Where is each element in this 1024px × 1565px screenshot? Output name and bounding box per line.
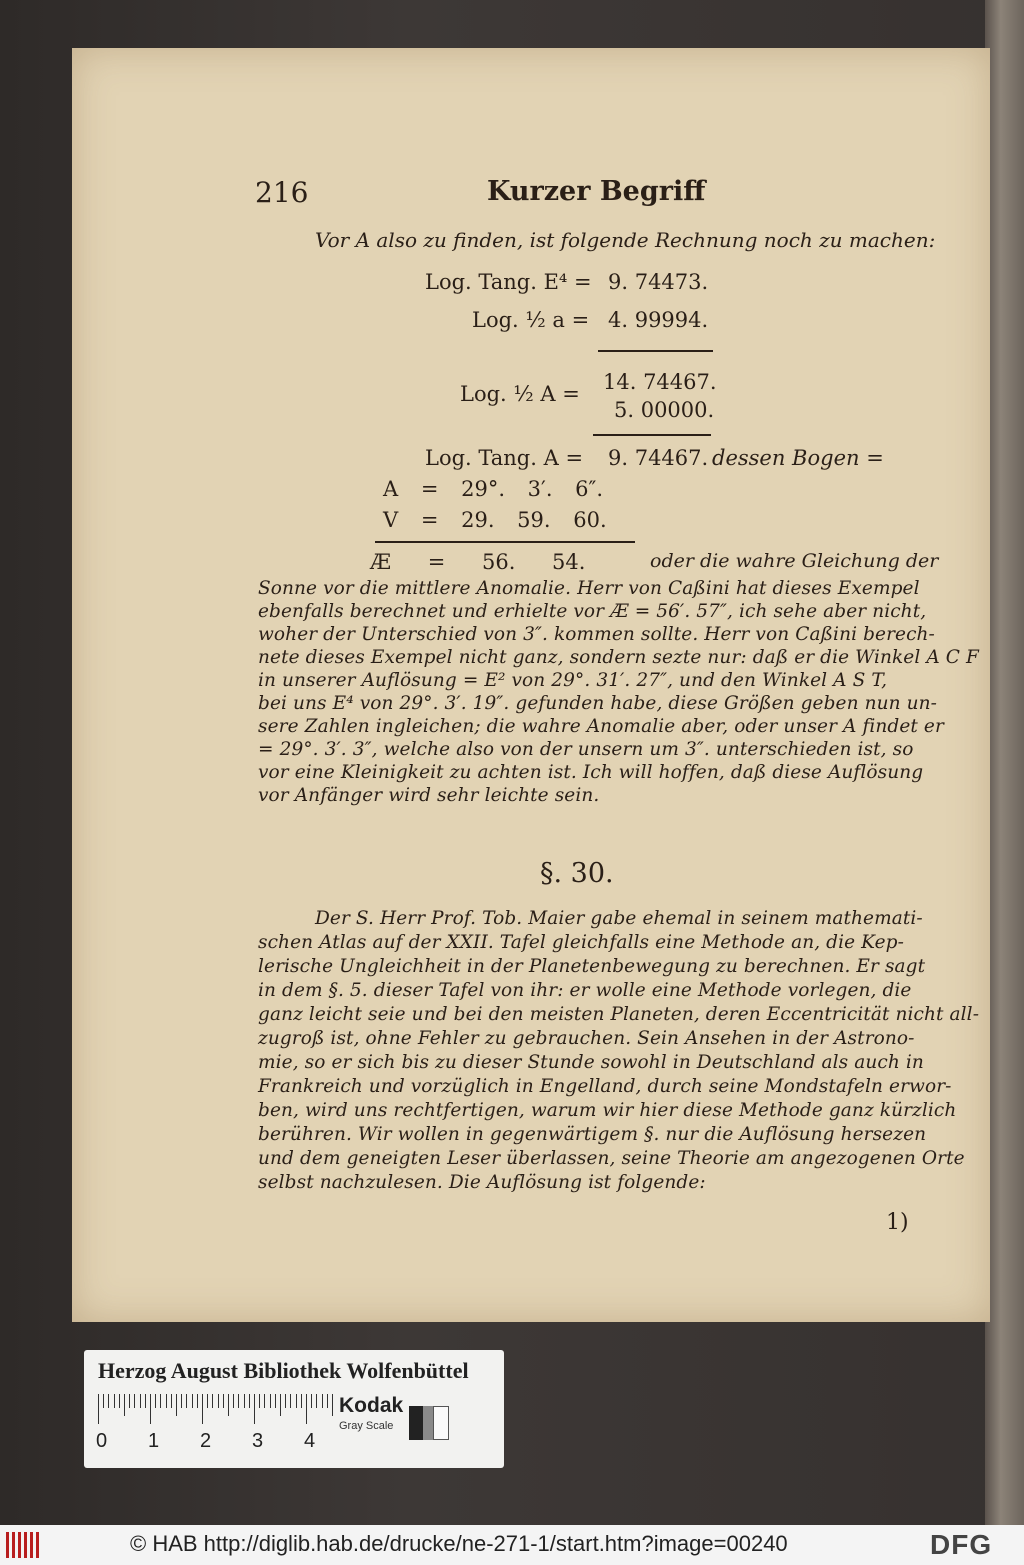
para2-line: ganz leicht seie und bei den meisten Planeten, deren Eccentricität nicht all- bbox=[258, 1004, 980, 1025]
gray-swatch-light bbox=[433, 1406, 449, 1440]
ruler-tick bbox=[150, 1394, 151, 1424]
para1-line: vor Anfänger wird sehr leichte sein. bbox=[258, 785, 600, 806]
para1-line: = 29°. 3′. 3″, welche also von der unsern um 3″. unterschieden ist, so bbox=[258, 739, 914, 760]
calc-row2-label: Log. ½ a = bbox=[472, 308, 590, 332]
calc-row4-value: 9. 74467. bbox=[608, 446, 709, 470]
ruler-tick bbox=[114, 1394, 115, 1408]
ruler-tick bbox=[264, 1394, 265, 1408]
ruler-tick bbox=[192, 1394, 193, 1408]
ruler-tick bbox=[160, 1394, 161, 1408]
para1-line: nete dieses Exempel nicht ganz, sondern sezte nur: daß er die Winkel A C F bbox=[258, 647, 979, 668]
ruler-tick bbox=[280, 1394, 281, 1416]
ruler-tick bbox=[103, 1394, 104, 1408]
ruler-tick bbox=[129, 1394, 130, 1408]
ruler-tick bbox=[285, 1394, 286, 1408]
ruler-number: 4 bbox=[304, 1430, 316, 1452]
para2-line: schen Atlas auf der XXII. Tafel gleichfalls eine Methode an, die Kep- bbox=[258, 932, 904, 953]
scale-ruler bbox=[98, 1394, 328, 1426]
para2-line: zugroß ist, ohne Fehler zu gebrauchen. Sein Ansehen in der Astrono- bbox=[258, 1028, 915, 1049]
ruler-tick bbox=[238, 1394, 239, 1408]
sum-rule-1 bbox=[598, 350, 713, 352]
kodak-brand: Kodak bbox=[339, 1394, 404, 1417]
calc-row7-lead: Æ = 56. 54. bbox=[370, 550, 586, 574]
para2-line: Der S. Herr Prof. Tob. Maier gabe ehemal in seinem mathemati- bbox=[315, 908, 923, 929]
para1-line: sere Zahlen ingleichen; die wahre Anomalie aber, oder unser A findet er bbox=[258, 716, 944, 737]
difference-rule bbox=[375, 541, 635, 543]
gray-swatch-mid bbox=[423, 1406, 433, 1440]
ruler-number: 3 bbox=[252, 1430, 264, 1452]
ruler-number: 2 bbox=[200, 1430, 212, 1452]
para2-line: und dem geneigten Leser überlassen, seine Theorie am angezogenen Orte bbox=[258, 1148, 965, 1169]
section-heading: §. 30. bbox=[540, 858, 614, 889]
para2-line: in dem §. 5. dieser Tafel von ihr: er wolle eine Methode vorlegen, die bbox=[258, 980, 912, 1001]
sum-rule-2 bbox=[593, 434, 711, 436]
ruler-tick bbox=[186, 1394, 187, 1408]
ruler-tick bbox=[176, 1394, 177, 1416]
ruler-tick bbox=[98, 1394, 99, 1424]
ruler-tick bbox=[233, 1394, 234, 1408]
para2-line: selbst nachzulesen. Die Auflösung ist folgende: bbox=[258, 1172, 706, 1193]
para2-line: berühren. Wir wollen in gegenwärtigem §. nur die Auflösung hersezen bbox=[258, 1124, 927, 1145]
footer-bar bbox=[0, 1525, 1024, 1565]
ruler-tick bbox=[316, 1394, 317, 1408]
ruler-tick bbox=[322, 1394, 323, 1408]
calc-row4-label: Log. Tang. A = bbox=[425, 446, 584, 470]
ruler-tick bbox=[155, 1394, 156, 1408]
para2-line: ben, wird uns rechtfertigen, warum wir hier diese Methode ganz kürzlich bbox=[258, 1100, 957, 1121]
para1-line: woher der Unterschied von 3″. kommen sollte. Herr von Caßini berech- bbox=[258, 624, 935, 645]
para1-line: Sonne vor die mittlere Anomalie. Herr von Caßini hat dieses Exempel bbox=[258, 578, 920, 599]
calc-row6: V = 29. 59. 60. bbox=[383, 508, 607, 532]
calc-row3-label: Log. ½ A = bbox=[460, 382, 580, 406]
ruler-tick bbox=[301, 1394, 302, 1408]
ruler-tick bbox=[108, 1394, 109, 1408]
ruler-tick bbox=[275, 1394, 276, 1408]
gray-swatch-dark bbox=[409, 1406, 423, 1440]
ruler-tick bbox=[212, 1394, 213, 1408]
hab-logo-icon bbox=[6, 1532, 44, 1558]
ruler-tick bbox=[306, 1394, 307, 1424]
ruler-tick bbox=[254, 1394, 255, 1424]
para1-line: ebenfalls berechnet und erhielte vor Æ = 56′. 57″, ich sehe aber nicht, bbox=[258, 601, 927, 622]
para1-line: vor eine Kleinigkeit zu achten ist. Ich will hoffen, daß diese Auflösung bbox=[258, 762, 924, 783]
para1-line: bei uns E⁴ von 29°. 3′. 19″. gefunden habe, diese Größen geben nun un- bbox=[258, 693, 937, 714]
ruler-tick bbox=[134, 1394, 135, 1408]
ruler-number: 0 bbox=[96, 1430, 108, 1452]
para2-line: Frankreich und vorzüglich in Engelland, durch seine Mondstafeln erwor- bbox=[258, 1076, 952, 1097]
calc-row5: A = 29°. 3′. 6″. bbox=[383, 477, 604, 501]
ruler-tick bbox=[249, 1394, 250, 1408]
ruler-tick bbox=[197, 1394, 198, 1408]
ruler-tick bbox=[259, 1394, 260, 1408]
ruler-tick bbox=[270, 1394, 271, 1408]
calc-row7-text: oder die wahre Gleichung der bbox=[650, 550, 939, 572]
ruler-tick bbox=[228, 1394, 229, 1416]
catchword: 1) bbox=[886, 1210, 909, 1235]
ruler-tick bbox=[181, 1394, 182, 1408]
ruler-tick bbox=[244, 1394, 245, 1408]
library-name: Herzog August Bibliothek Wolfenbüttel bbox=[98, 1358, 469, 1383]
calc-row1-value: 9. 74473. bbox=[608, 270, 709, 294]
calc-row1-label: Log. Tang. E⁴ = bbox=[425, 270, 592, 294]
ruler-tick bbox=[223, 1394, 224, 1408]
adjacent-page-edge bbox=[985, 0, 1024, 1525]
ruler-number: 1 bbox=[148, 1430, 160, 1452]
ruler-tick bbox=[296, 1394, 297, 1408]
calc-row4-tail: dessen Bogen = bbox=[712, 446, 884, 470]
ruler-tick bbox=[218, 1394, 219, 1408]
calc-row3-value-b: 5. 00000. bbox=[614, 398, 715, 422]
ruler-tick bbox=[202, 1394, 203, 1424]
dfg-logo: DFG bbox=[930, 1529, 993, 1560]
ruler-tick bbox=[171, 1394, 172, 1408]
page-number: 216 bbox=[255, 176, 309, 209]
calc-row2-value: 4. 99994. bbox=[608, 308, 709, 332]
ruler-tick bbox=[207, 1394, 208, 1408]
ruler-tick bbox=[290, 1394, 291, 1408]
para2-line: lerische Ungleichheit in der Planetenbewegung zu berechnen. Er sagt bbox=[258, 956, 926, 977]
ruler-tick bbox=[327, 1394, 328, 1408]
ruler-tick bbox=[119, 1394, 120, 1408]
intro-line: Vor A also zu finden, ist folgende Rechnung noch zu machen: bbox=[315, 228, 936, 252]
ruler-tick bbox=[124, 1394, 125, 1416]
ruler-tick bbox=[166, 1394, 167, 1408]
gray-scale-label: Gray Scale bbox=[339, 1420, 394, 1432]
copyright-link[interactable]: © HAB http://diglib.hab.de/drucke/ne-271-1/start.htm?image=00240 bbox=[130, 1531, 788, 1556]
ruler-tick bbox=[145, 1394, 146, 1408]
ruler-tick bbox=[140, 1394, 141, 1408]
para1-line: in unserer Auflösung = E² von 29°. 31′. 27″, und den Winkel A S T, bbox=[258, 670, 888, 691]
running-head: Kurzer Begriff bbox=[487, 176, 706, 207]
ruler-tick bbox=[311, 1394, 312, 1408]
library-color-card bbox=[84, 1350, 504, 1468]
ruler-tick bbox=[332, 1394, 333, 1416]
calc-row3-value-a: 14. 74467. bbox=[603, 370, 717, 394]
para2-line: mie, so er sich bis zu dieser Stunde sowohl in Deutschland als auch in bbox=[258, 1052, 924, 1073]
